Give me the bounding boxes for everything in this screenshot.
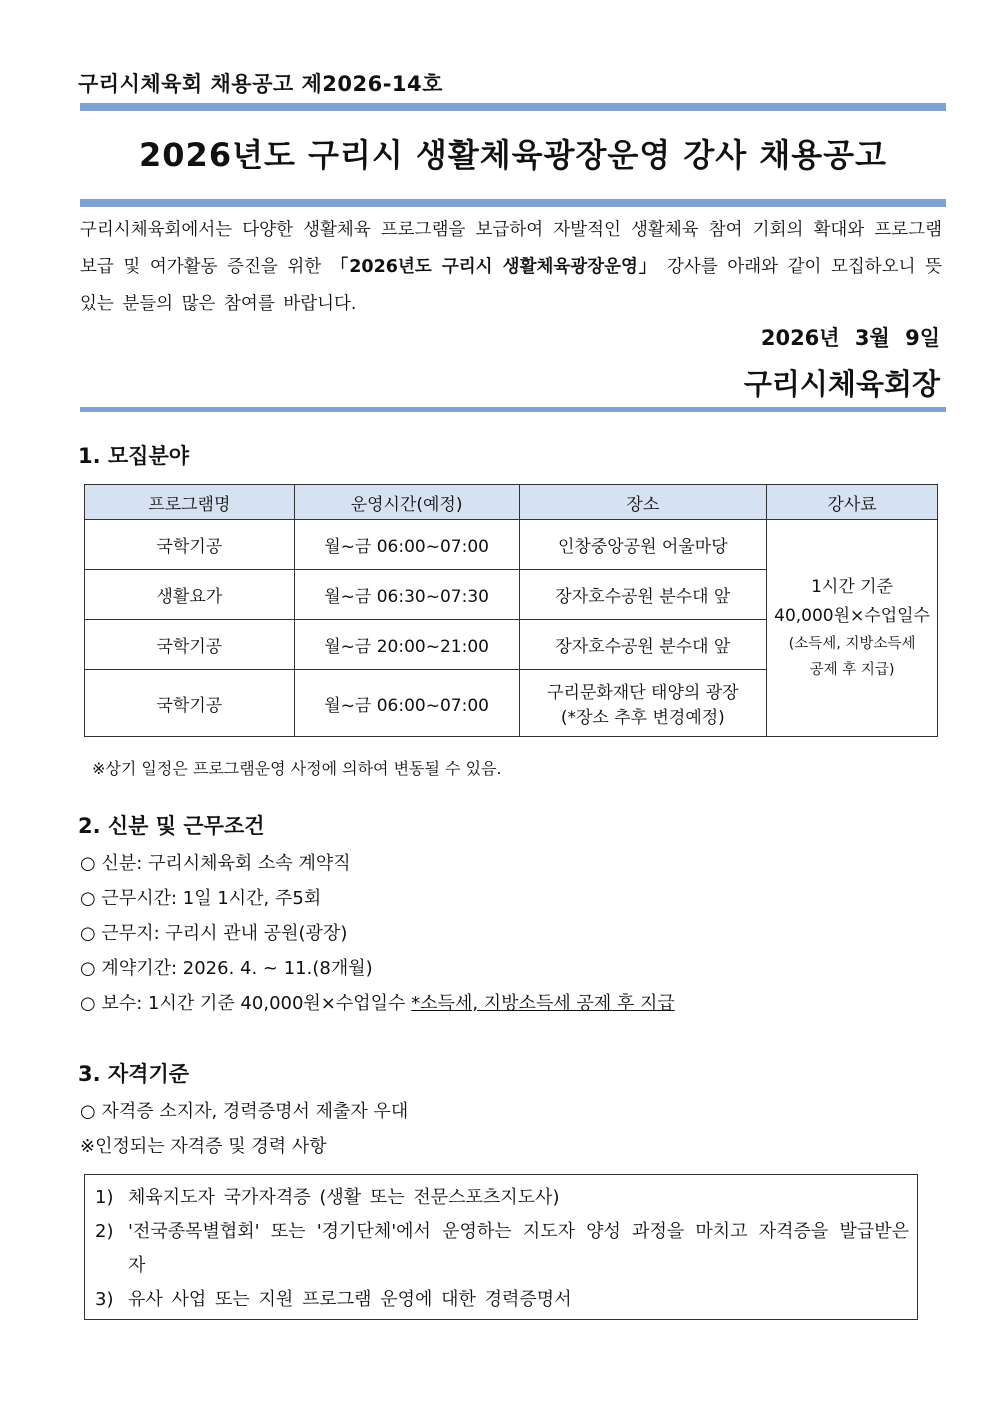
pay-tax-note: *소득세, 지방소득세 공제 후 지급 [411,993,675,1014]
cell-time: 월~금 06:30~07:30 [294,570,519,620]
fee-tax-note: (소득세, 지방소득세 [788,636,916,652]
cell-place: 장자호수공원 분수대 앞 [519,570,767,620]
qualification-box [84,1174,918,1320]
list-item [95,1283,909,1317]
list-item: ※인정되는 자격증 및 경력 사항 [80,1136,327,1157]
column-header-place: 장소 [519,485,767,520]
cell-program: 국학기공 [85,670,295,737]
cell-time: 월~금 20:00~21:00 [294,620,519,670]
fee-tax-note-2: 공제 후 지급) [809,662,895,678]
recruitment-table [84,484,938,737]
intro-text-before: 구리시체육회에서는 다양한 생활체육 프로그램을 보급하여 자발적인 생활체육 참여 기회의 확대와 프로그램 보급 및 여가활동 증진을 위한 [80,220,942,277]
notice-date: 2026년 3월 9일 [760,326,940,350]
intro-text-after: 강사를 아래와 같이 모집하오니 뜻있는 분들의 많은 참여를 바랍니다. [80,257,942,314]
fee-basis: 1시간 기준 [811,577,894,597]
list-item-pay [80,986,675,1021]
column-header-program: 프로그램명 [85,485,295,520]
cell-place [519,670,767,737]
item-text: 체육지도자 국가자격증 (생활 또는 전문스포츠지도사) [128,1187,560,1208]
item-text: '전국종목별협회' 또는 '경기단체'에서 운영하는 지도자 양성 과정을 마치고 자격증을 발급받은 자 [128,1221,909,1276]
intro-paragraph [80,212,942,323]
cell-fee [767,520,938,737]
intro-emphasis: 「2026년도 구리시 생활체육광장운영」 [330,257,658,277]
divider-top [80,103,946,111]
cell-program: 생활요가 [85,570,295,620]
column-header-fee: 강사료 [767,485,938,520]
list-item [95,1181,909,1215]
qualification-items [95,1181,909,1317]
cell-program: 국학기공 [85,620,295,670]
page-title: 2026년도 구리시 생활체육광장운영 강사 채용공고 [139,136,887,174]
table-header-row [85,485,938,520]
fee-amount: 40,000원×수업일수 [774,606,930,626]
schedule-note: ※상기 일정은 프로그램운영 사정에 의하여 변동될 수 있음. [92,759,502,778]
item-number: 2) [95,1221,114,1242]
column-header-time: 운영시간(예정) [294,485,519,520]
organization-name: 구리시체육회장 [743,367,940,401]
item-text: 유사 사업 또는 지원 프로그램 운영에 대한 경력증명서 [128,1289,572,1310]
cell-place: 장자호수공원 분수대 앞 [519,620,767,670]
cell-time: 월~금 06:00~07:00 [294,670,519,737]
divider-signature [80,407,946,412]
list-item: ○ 근무시간: 1일 1시간, 주5회 [80,888,322,909]
item-number: 1) [95,1187,114,1208]
list-item: ○ 신분: 구리시체육회 소속 계약직 [80,853,351,874]
cell-time: 월~금 06:00~07:00 [294,520,519,570]
list-item: ○ 근무지: 구리시 관내 공원(광장) [80,923,348,944]
list-item [95,1215,909,1283]
cell-program: 국학기공 [85,520,295,570]
table-row [85,520,938,570]
section-heading-recruitment: 1. 모집분야 [78,444,190,468]
list-item: ○ 계약기간: 2026. 4. ~ 11.(8개월) [80,958,373,979]
pay-text: ○ 보수: 1시간 기준 40,000원×수업일수 [80,993,412,1014]
list-item: ○ 자격증 소지자, 경력증명서 제출자 우대 [80,1101,409,1122]
qualification-list [80,1094,408,1164]
divider-title [80,199,946,207]
notice-number: 구리시체육회 채용공고 제2026-14호 [78,72,443,96]
cell-place: 인창중앙공원 어울마당 [519,520,767,570]
place-name: 구리문화재단 태양의 광장 [547,683,739,703]
section-heading-conditions: 2. 신분 및 근무조건 [78,814,265,838]
item-number: 3) [95,1289,114,1310]
section-heading-qualifications: 3. 자격기준 [78,1062,190,1086]
conditions-list [80,846,675,1021]
place-change-note: (*장소 추후 변경예정) [560,708,725,728]
